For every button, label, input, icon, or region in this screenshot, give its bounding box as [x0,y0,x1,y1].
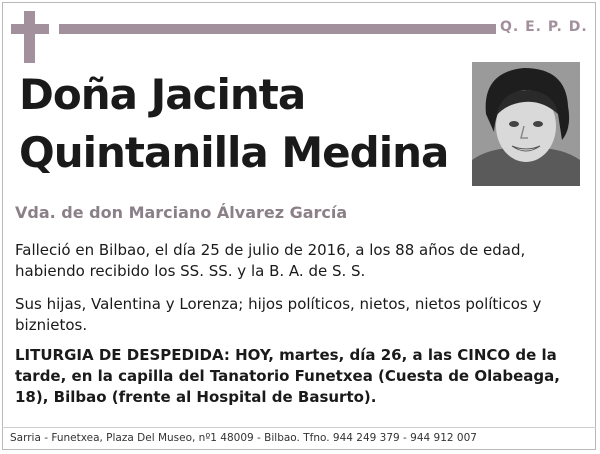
funeral-home-footer: Sarria - Funetxea, Plaza Del Museo, nº1 48009 - Bilbao. Tfno. 944 249 379 - 944 912 007 [10,432,477,444]
footer-divider [2,427,596,428]
death-notice-paragraph: Falleció en Bilbao, el día 25 de julio de 2016, a los 88 años de edad, habiendo recibido los SS. SS. y la B. A. de S. S. [15,241,526,280]
liturgy-paragraph: LITURGIA DE DESPEDIDA: HOY, martes, día 26, a las CINCO de la tarde, en la capilla del Tanatorio Funetxea (Cuesta de Olabeaga, 18), Bilbao (frente al Hospital de Basurto). [15,346,560,406]
widow-of-line: Vda. de don Marciano Álvarez García [15,203,348,222]
deceased-name-line1: Doña Jacinta [19,70,306,119]
cross-icon [24,11,35,63]
header-divider [59,24,496,34]
deceased-photo [472,62,580,186]
family-paragraph: Sus hijas, Valentina y Lorenza; hijos políticos, nietos, nietos políticos y biznietos. [15,295,542,334]
portrait-image [472,62,580,186]
deceased-name-line2: Quintanilla Medina [19,128,449,177]
qepd-label: Q. E. P. D. [500,19,588,35]
cross-icon-arm [11,24,49,34]
